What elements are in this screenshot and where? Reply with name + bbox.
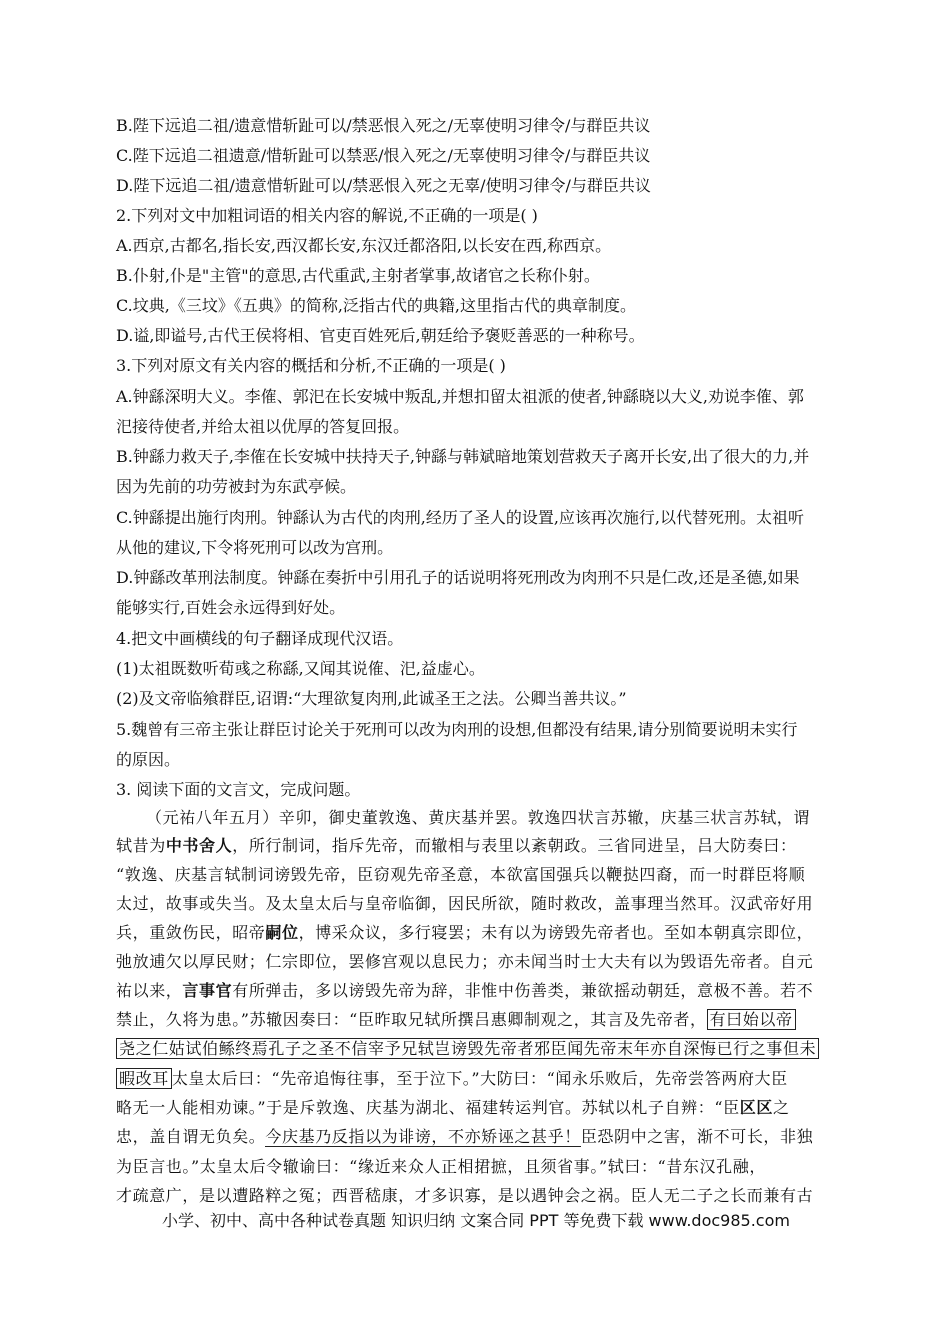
q2-option-c: C.坟典,《三坟》《五典》的简称,泛指古代的典籍,这里指古代的典章制度。 (116, 296, 637, 315)
q1-option-c: C.陛下远追二祖遗意/惜斩趾可以禁恶/恨入死之/无辜使明习律令/与群臣共议 (116, 146, 651, 165)
q5-stem-line2: 的原因。 (116, 750, 181, 769)
boxed-sentence-part: 暇改耳 (116, 1068, 172, 1089)
q3-option-a-line1: A.钟繇深明大义。李傕、郭汜在长安城中叛乱,并想扣留太祖派的使者,钟繇晓以大义,劝说李傕、郭 (116, 387, 804, 406)
q3-option-b-line2: 因为先前的功劳被封为东武亭候。 (116, 477, 357, 496)
q4-stem: 4.把文中画横线的句子翻译成现代汉语。 (116, 629, 404, 648)
bold-term: 嗣位 (265, 923, 299, 942)
passage-line: 弛放逋欠以厚民财；仁宗即位，罢修宫观以息民力；亦未闻当时士大夫有以为毁语先帝者。自元 (116, 952, 814, 971)
q4-sentence-1: (1)太祖既数听荀彧之称繇,又闻其说傕、汜,益虚心。 (116, 659, 485, 678)
q2-option-a: A.西京,古都名,指长安,西汉都长安,东汉迁都洛阳,以长安在西,称西京。 (116, 236, 612, 255)
q4-sentence-2: (2)及文帝临飨群臣,诏谓:“大理欲复肉刑,此诚圣王之法。公卿当善共议。” (116, 689, 627, 708)
passage-line: 祐以来，言事官有所弹击，多以谤毁先帝为辞，非惟中伤善类，兼欲摇动朝廷，意极不善。若不 (116, 981, 814, 1000)
passage-line: 兵，重敛伤民，昭帝嗣位，博采众议，多行寝罢；未有以为谤毁先帝者也。至如本朝真宗即位， (116, 923, 814, 942)
passage-line: 略无一人能相劝谏。”于是斥敦逸、庆基为湖北、福建转运判官。苏轼以札子自辨：“臣区区之 (116, 1098, 790, 1117)
section-heading: 3. 阅读下面的文言文，完成问题。 (116, 780, 361, 799)
bold-term: 言事官 (182, 981, 233, 1000)
q3-option-d-line2: 能够实行,百姓会永远得到好处。 (116, 598, 346, 617)
passage-line: 才疏意广，是以遭路粹之冤；西晋嵇康，才多识寡，是以遇钟会之祸。臣人无二子之长而兼有古 (116, 1186, 814, 1205)
q3-option-a-line2: 汜接待使者,并给太祖以优厚的答复回报。 (116, 417, 410, 436)
footer-banner: 小学、初中、高中各种试卷真题 知识归纳 文案合同 PPT 等免费下载 www.doc985.com (162, 1211, 790, 1230)
passage-line: 忠，盖自谓无负矣。今庆基乃反指以为诽谤，不亦矫诬之甚乎！臣恐阴中之害，渐不可长，非独 (116, 1127, 814, 1146)
q3-option-c-line2: 从他的建议,下令将死刑可以改为宫刑。 (116, 538, 394, 557)
bold-term: 区区 (739, 1098, 773, 1117)
q1-option-b: B.陛下远追二祖/遗意惜斩趾可以/禁恶恨入死之/无辜使明习律令/与群臣共议 (116, 116, 651, 135)
passage-line: 暇改耳 太皇太后曰：“先帝追悔往事，至于泣下。”大防曰：“闻永乐败后，先帝尝答两府大臣 (116, 1069, 836, 1089)
passage-line: 禁止，久将为患。”苏辙因奏曰：“臣昨取兄轼所撰吕惠卿制观之，其言及先帝者， 有曰始以帝 (116, 1010, 836, 1030)
passage-line: 太过，故事或失当。及太皇太后与皇帝临御，因民所欲，随时救改，盖事理当然耳。汉武帝好用 (116, 894, 814, 913)
passage-line: 轼昔为中书舍人，所行制词，指斥先帝，而辙相与表里以紊朝政。三省同进呈，吕大防奏曰： (116, 836, 797, 855)
q2-option-b: B.仆射,仆是"主管"的意思,古代重武,主射者掌事,故诸官之长称仆射。 (116, 266, 600, 285)
q3-option-c-line1: C.钟繇提出施行肉刑。钟繇认为古代的肉刑,经历了圣人的设置,应该再次施行,以代替死刑。太祖听 (116, 508, 805, 527)
boxed-sentence-part: 有曰始以帝 (707, 1009, 796, 1030)
passage-line (116, 1039, 836, 1059)
boxed-sentence-part: 尧之仁姑试伯鲧终焉孔子之圣不信宰予兄轼岂谤毁先帝者邪臣闻先帝末年亦自深悔已行之事但未 (116, 1038, 819, 1059)
passage-line: 为臣言也。”太皇太后令辙谕曰：“缘近来众人正相捃摭，且须省事。”轼曰：“昔东汉孔融， (116, 1157, 766, 1176)
q1-option-d: D.陛下远追二祖/遗意惜斩趾可以/禁恶恨入死之无辜/使明习律令/与群臣共议 (116, 176, 651, 195)
q3-option-b-line1: B.钟繇力救天子,李傕在长安城中扶持天子,钟繇与韩斌暗地策划营救天子离开长安,出了很大的力,并 (116, 447, 810, 466)
passage-line: （元祐八年五月）辛卯，御史董敦逸、黄庆基并罢。敦逸四状言苏辙，庆基三状言苏轼，谓 (146, 808, 811, 827)
q5-stem-line1: 5.魏曾有三帝主张让群臣讨论关于死刑可以改为肉刑的设想,但都没有结果,请分别简要说明未实行 (116, 720, 798, 739)
underlined-sentence: 今庆基乃反指以为诽谤，不亦矫诬之甚乎！ (265, 1127, 581, 1146)
q3-option-d-line1: D.钟繇改革刑法制度。钟繇在奏折中引用孔子的话说明将死刑改为肉刑不只是仁改,还是圣德,如果 (116, 568, 800, 587)
passage-line: “敦逸、庆基言轼制词谤毁先帝，臣窃观先帝圣意，本欲富国强兵以鞭挞四裔，而一时群臣将顺 (116, 865, 806, 884)
q2-option-d: D.谥,即谥号,古代王侯将相、官吏百姓死后,朝廷给予褒贬善恶的一种称号。 (116, 326, 645, 345)
bold-term: 中书舍人 (165, 836, 233, 855)
q2-stem: 2.下列对文中加粗词语的相关内容的解说,不正确的一项是( ) (116, 206, 538, 225)
q3-stem: 3.下列对原文有关内容的概括和分析,不正确的一项是( ) (116, 356, 506, 375)
